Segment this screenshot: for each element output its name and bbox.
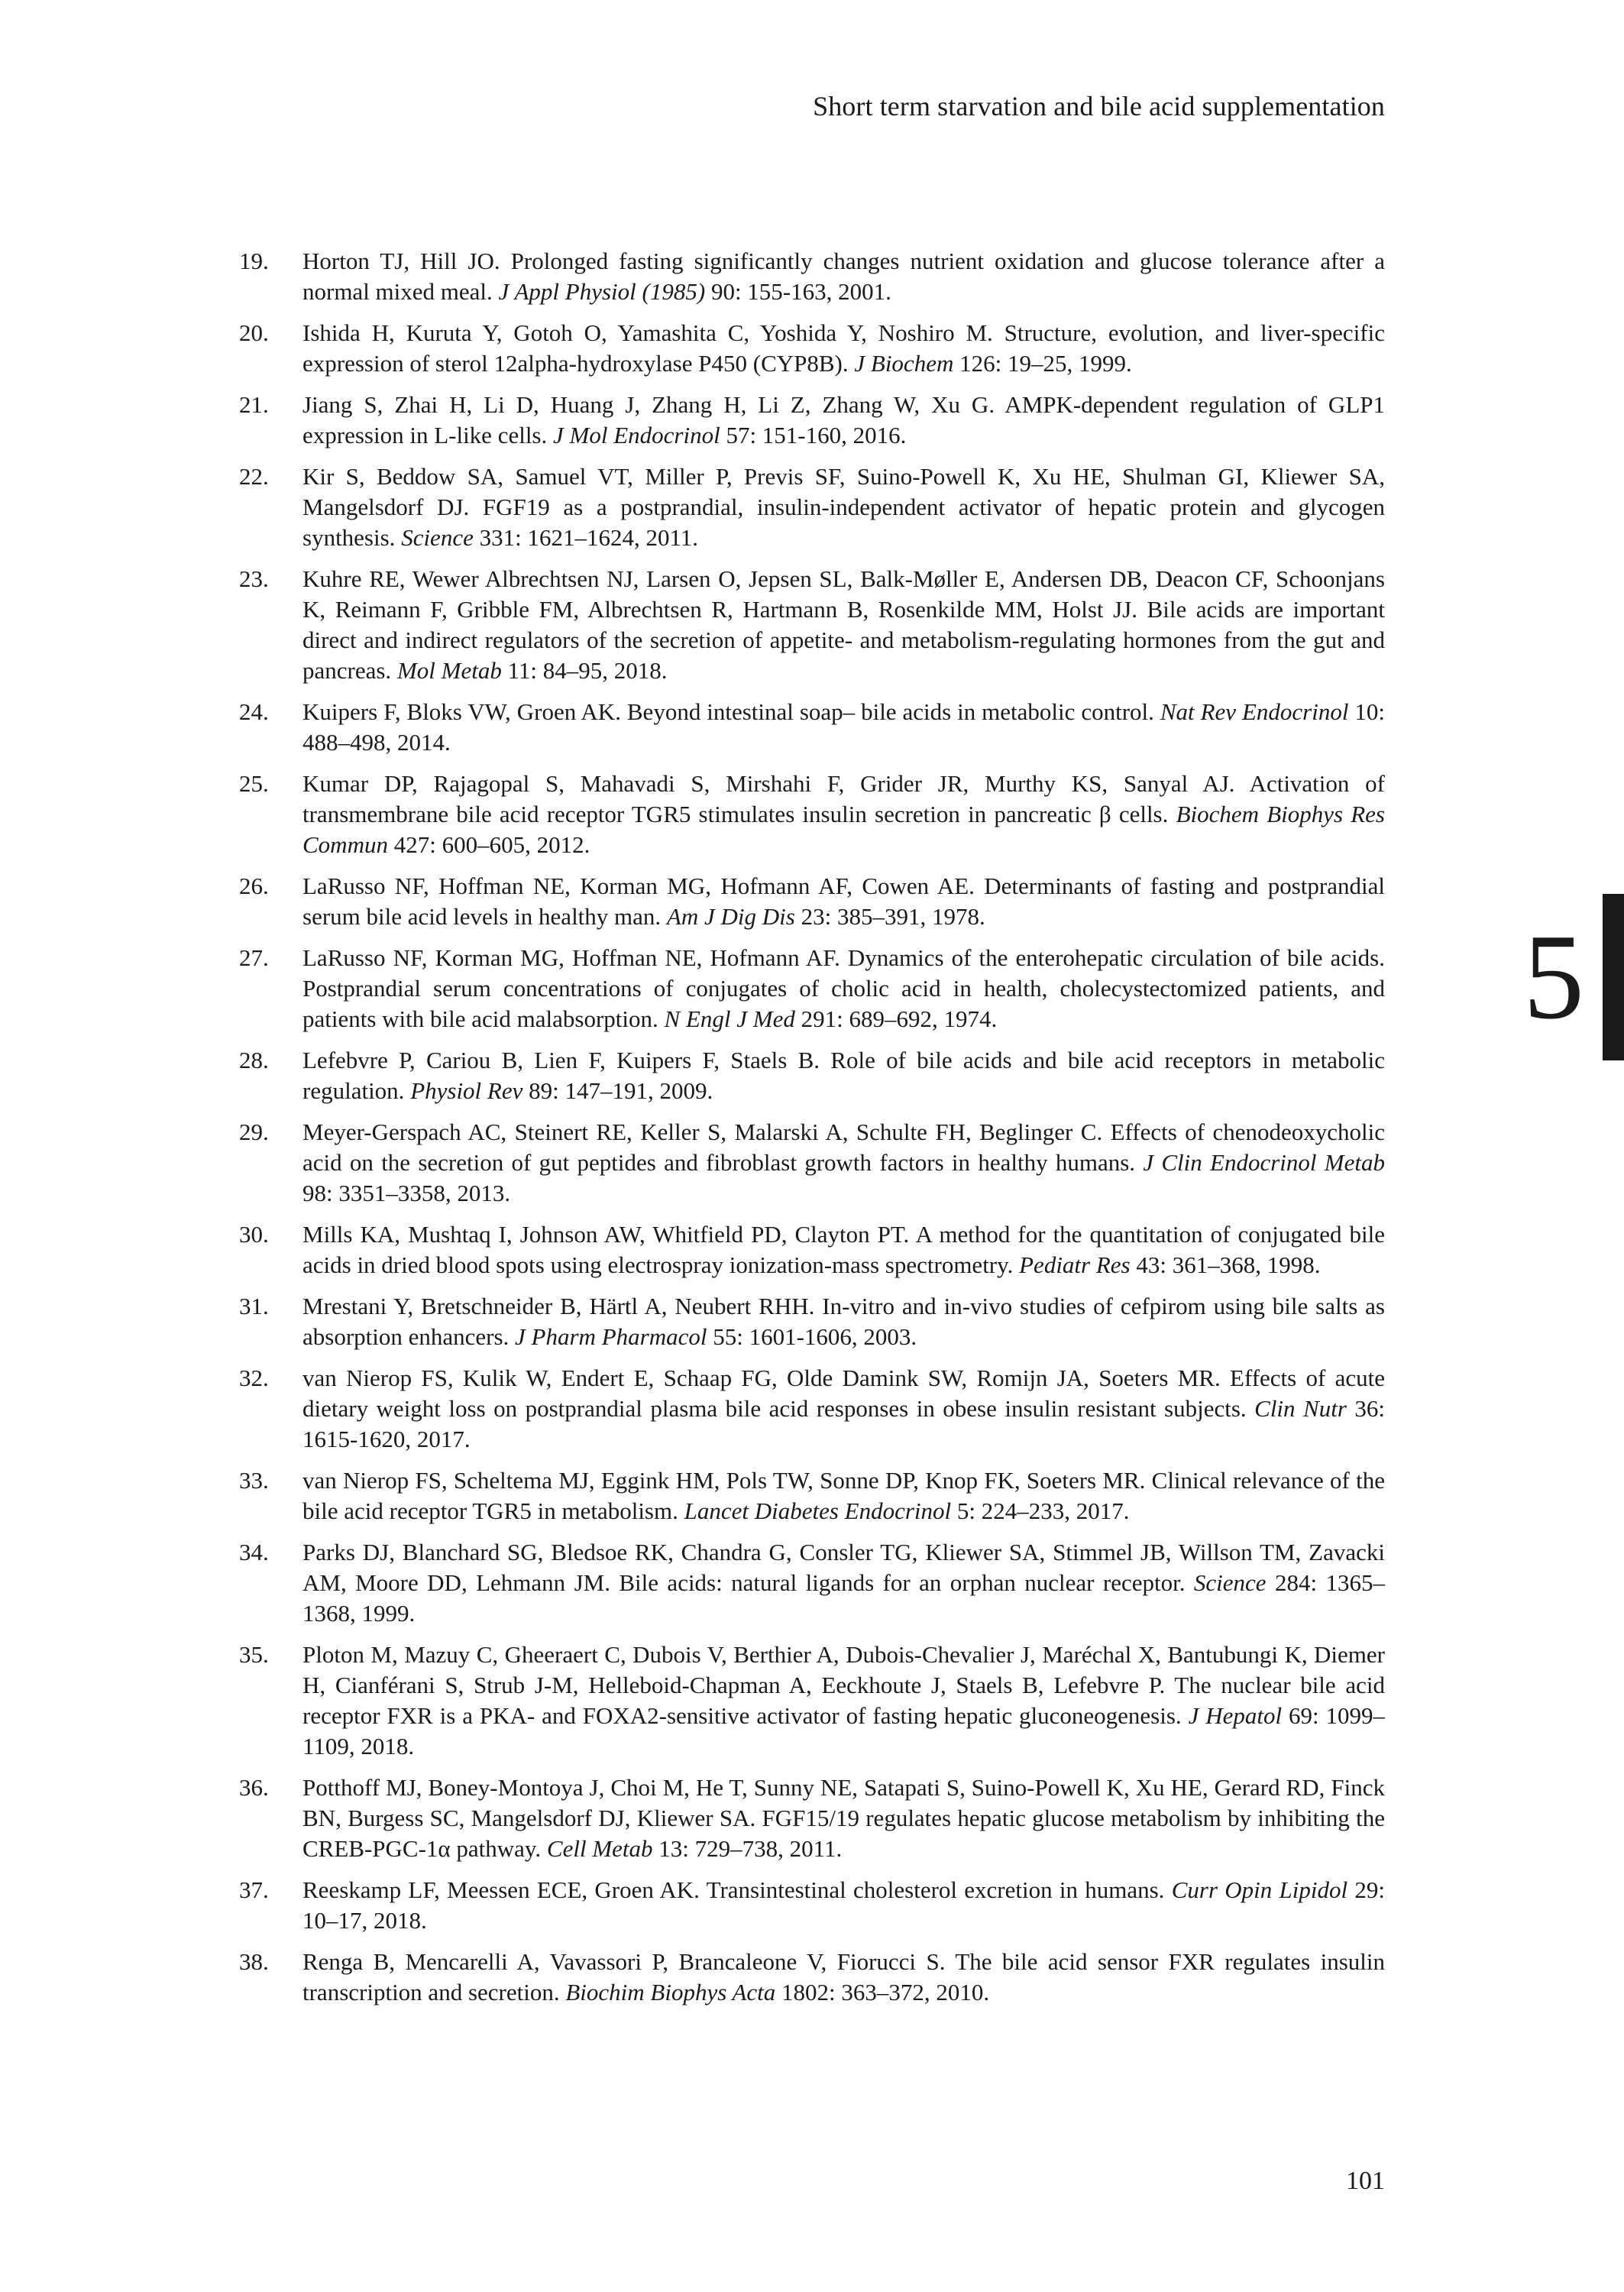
reference-segment: 10: 488–498, 2014. (302, 698, 1385, 756)
reference-text (302, 770, 1385, 858)
reference-number: 27. (239, 944, 269, 971)
page-number: 101 (1346, 2167, 1385, 2195)
reference-text (302, 391, 1385, 448)
reference-segment: 1802: 363–372, 2010. (775, 1979, 990, 2006)
journal-name: Science (401, 524, 474, 551)
reference-segment: Mrestani Y, Bretschneider B, Härtl A, Neubert RHH. In-vitro and in-vivo studies of cefpirom using bile salts as absorption enhancers. (302, 1293, 1385, 1350)
reference-text (302, 872, 1385, 930)
reference-number: 26. (239, 872, 269, 899)
reference-number: 33. (239, 1467, 269, 1494)
reference-number: 19. (239, 248, 269, 274)
reference-item (239, 943, 1385, 1034)
reference-segment: 5: 224–233, 2017. (951, 1497, 1130, 1524)
reference-segment: Ploton M, Mazuy C, Gheeraert C, Dubois V, Berthier A, Dubois-Chevalier J, Maréchal X, Bantubungi K, Diemer H, Cianférani S, Strub J-M, Helleboid-Chapman A, Eeckhoute J, Staels B, Lefebvre P. The nuclear bile acid receptor FXR is a PKA- and FOXA2-sensitive activator of fasting hepatic gluconeogenesis. (302, 1641, 1385, 1729)
reference-item (239, 1219, 1385, 1280)
journal-name: Biochem Biophys Res Commun (302, 801, 1385, 858)
reference-item (239, 318, 1385, 379)
reference-segment: 13: 729–738, 2011. (652, 1835, 843, 1862)
journal-name: Am J Dig Dis (666, 903, 795, 930)
reference-text (302, 1774, 1385, 1862)
reference-item (239, 1465, 1385, 1526)
reference-text (302, 1539, 1385, 1627)
journal-name: N Engl J Med (664, 1005, 795, 1032)
reference-segment: Kuipers F, Bloks VW, Groen AK. Beyond intestinal soap– bile acids in metabolic control. (302, 698, 1160, 725)
reference-text (302, 1948, 1385, 2006)
journal-name: Lancet Diabetes Endocrinol (684, 1497, 952, 1524)
reference-text (302, 1641, 1385, 1759)
journal-name: J Appl Physiol (1985) (498, 278, 706, 305)
reference-text (302, 319, 1385, 377)
reference-item (239, 1947, 1385, 2008)
reference-segment: 126: 19–25, 1999. (953, 350, 1132, 377)
journal-name: J Pharm Pharmacol (515, 1323, 707, 1350)
reference-number: 28. (239, 1047, 269, 1073)
reference-segment: Potthoff MJ, Boney-Montoya J, Choi M, He T, Sunny NE, Satapati S, Suino-Powell K, Xu HE, Gerard RD, Finck BN, Burgess SC, Mangelsdorf DJ, Kliewer SA. FGF15/19 regulates hepatic glucose metabolism by inhibiting the CREB-PGC-1α pathway. (302, 1774, 1385, 1862)
reference-segment: 43: 361–368, 1998. (1130, 1251, 1321, 1278)
reference-segment: Mills KA, Mushtaq I, Johnson AW, Whitfield PD, Clayton PT. A method for the quantitation of conjugated bile acids in dried blood spots using electrospray ionization-mass spectrometry. (302, 1221, 1385, 1278)
journal-name: Clin Nutr (1254, 1395, 1347, 1422)
reference-segment: Renga B, Mencarelli A, Vavassori P, Brancaleone V, Fiorucci S. The bile acid sensor FXR regulates insulin transcription and secretion. (302, 1948, 1385, 2006)
reference-item (239, 390, 1385, 451)
chapter-tab-marker (1603, 894, 1624, 1060)
reference-item (239, 1640, 1385, 1762)
reference-item (239, 871, 1385, 932)
reference-item (239, 1772, 1385, 1864)
reference-segment: 331: 1621–1624, 2011. (473, 524, 699, 551)
journal-name: J Clin Endocrinol Metab (1143, 1149, 1385, 1176)
reference-segment: Ishida H, Kuruta Y, Gotoh O, Yamashita C, Yoshida Y, Noshiro M. Structure, evolution, and liver-specific expression of sterol 12alpha-hydroxylase P450 (CYP8B). (302, 319, 1385, 377)
reference-item (239, 461, 1385, 553)
reference-segment: 36: 1615-1620, 2017. (302, 1395, 1385, 1452)
reference-item (239, 246, 1385, 307)
reference-item (239, 1363, 1385, 1455)
reference-segment: 69: 1099–1109, 2018. (302, 1702, 1385, 1759)
reference-number: 25. (239, 770, 269, 797)
reference-text (302, 1047, 1385, 1104)
reference-number: 20. (239, 319, 269, 346)
reference-number: 35. (239, 1641, 269, 1668)
reference-segment: 23: 385–391, 1978. (794, 903, 985, 930)
reference-segment: Kuhre RE, Wewer Albrechtsen NJ, Larsen O, Jepsen SL, Balk-Møller E, Andersen DB, Deacon CF, Schoonjans K, Reimann F, Gribble FM, Albrechtsen R, Hartmann B, Rosenkilde MM, Holst JJ. Bile acids are important direct and indirect regulators of the secretion of appetite- and metabolism-regulating hormones from the gut and pancreas. (302, 565, 1385, 684)
reference-text (302, 565, 1385, 684)
reference-number: 37. (239, 1876, 269, 1903)
reference-text (302, 1118, 1385, 1206)
reference-segment: 29: 10–17, 2018. (302, 1876, 1385, 1934)
reference-number: 31. (239, 1293, 269, 1319)
reference-segment: 57: 151-160, 2016. (720, 422, 907, 448)
reference-segment: 291: 689–692, 1974. (794, 1005, 998, 1032)
reference-number: 21. (239, 391, 269, 418)
reference-text (302, 1467, 1385, 1524)
reference-segment: Horton TJ, Hill JO. Prolonged fasting significantly changes nutrient oxidation and glucose tolerance after a normal mixed meal. (302, 248, 1385, 305)
chapter-number: 5 (1523, 908, 1584, 1044)
reference-number: 23. (239, 565, 269, 592)
reference-number: 24. (239, 698, 269, 725)
reference-number: 22. (239, 463, 269, 490)
reference-segment: Kumar DP, Rajagopal S, Mahavadi S, Mirshahi F, Grider JR, Murthy KS, Sanyal AJ. Activation of transmembrane bile acid receptor TGR5 stimulates insulin secretion in pancreatic β cells. (302, 770, 1385, 827)
reference-segment: Kir S, Beddow SA, Samuel VT, Miller P, Previs SF, Suino-Powell K, Xu HE, Shulman GI, Kliewer SA, Mangelsdorf DJ. FGF19 as a postprandial, insulin-independent activator of hepatic protein and glycogen synthesis. (302, 463, 1385, 551)
journal-name: Science (1193, 1569, 1267, 1596)
reference-item (239, 1875, 1385, 1936)
journal-name: Nat Rev Endocrinol (1160, 698, 1349, 725)
journal-name: J Hepatol (1188, 1702, 1283, 1729)
reference-segment: 89: 147–191, 2009. (522, 1077, 713, 1104)
reference-segment: LaRusso NF, Korman MG, Hoffman NE, Hofmann AF. Dynamics of the enterohepatic circulation of bile acids. Postprandial serum concentrations of conjugates of cholic acid in health, cholecystectomized patients, and patients with bile acid malabsorption. (302, 944, 1385, 1032)
reference-text (302, 1293, 1385, 1350)
reference-item (239, 564, 1385, 686)
reference-item (239, 1045, 1385, 1106)
reference-item (239, 1291, 1385, 1352)
journal-name: Curr Opin Lipidol (1171, 1876, 1348, 1903)
reference-text (302, 1221, 1385, 1278)
reference-segment: Meyer-Gerspach AC, Steinert RE, Keller S, Malarski A, Schulte FH, Beglinger C. Effects of chenodeoxycholic acid on the secretion of gut peptides and fibroblast growth factors in healthy humans. (302, 1118, 1385, 1176)
reference-segment: Jiang S, Zhai H, Li D, Huang J, Zhang H, Li Z, Zhang W, Xu G. AMPK-dependent regulation of GLP1 expression in L-like cells. (302, 391, 1385, 448)
reference-segment: 427: 600–605, 2012. (387, 831, 590, 858)
reference-number: 30. (239, 1221, 269, 1248)
journal-name: Mol Metab (396, 657, 502, 684)
reference-segment: 98: 3351–3358, 2013. (302, 1180, 511, 1206)
reference-segment: Reeskamp LF, Meessen ECE, Groen AK. Transintestinal cholesterol excretion in humans. (302, 1876, 1172, 1903)
reference-number: 38. (239, 1948, 269, 1975)
reference-number: 36. (239, 1774, 269, 1801)
reference-item (239, 1117, 1385, 1209)
reference-text (302, 248, 1385, 305)
reference-list (239, 246, 1385, 2018)
reference-text (302, 944, 1385, 1032)
reference-segment: 284: 1365–1368, 1999. (302, 1569, 1385, 1627)
journal-name: Biochim Biophys Acta (565, 1979, 776, 2006)
journal-name: Physiol Rev (410, 1077, 523, 1104)
reference-item (239, 1537, 1385, 1629)
reference-segment: Lefebvre P, Cariou B, Lien F, Kuipers F, Staels B. Role of bile acids and bile acid receptors in metabolic regulation. (302, 1047, 1385, 1104)
reference-segment: van Nierop FS, Scheltema MJ, Eggink HM, Pols TW, Sonne DP, Knop FK, Soeters MR. Clinical relevance of the bile acid receptor TGR5 in metabolism. (302, 1467, 1385, 1524)
reference-item (239, 697, 1385, 758)
reference-segment: Parks DJ, Blanchard SG, Bledsoe RK, Chandra G, Consler TG, Kliewer SA, Stimmel JB, Willson TM, Zavacki AM, Moore DD, Lehmann JM. Bile acids: natural ligands for an orphan nuclear receptor. (302, 1539, 1385, 1596)
reference-segment: 11: 84–95, 2018. (501, 657, 668, 684)
reference-text (302, 1876, 1385, 1934)
journal-name: J Mol Endocrinol (553, 422, 720, 448)
journal-name: Pediatr Res (1019, 1251, 1131, 1278)
reference-segment: 90: 155-163, 2001. (705, 278, 891, 305)
running-header: Short term starvation and bile acid supplementation (813, 91, 1385, 121)
reference-text (302, 698, 1385, 756)
reference-number: 32. (239, 1365, 269, 1391)
journal-name: Cell Metab (546, 1835, 653, 1862)
reference-segment: van Nierop FS, Kulik W, Endert E, Schaap FG, Olde Damink SW, Romijn JA, Soeters MR. Effects of acute dietary weight loss on postprandial plasma bile acid responses in obese insulin resistant subjects. (302, 1365, 1385, 1422)
reference-text (302, 463, 1385, 551)
reference-number: 34. (239, 1539, 269, 1565)
reference-segment: 55: 1601-1606, 2003. (707, 1323, 917, 1350)
journal-name: J Biochem (854, 350, 954, 377)
reference-segment: LaRusso NF, Hoffman NE, Korman MG, Hofmann AF, Cowen AE. Determinants of fasting and postprandial serum bile acid levels in healthy man. (302, 872, 1385, 930)
reference-number: 29. (239, 1118, 269, 1145)
reference-item (239, 769, 1385, 860)
reference-text (302, 1365, 1385, 1452)
